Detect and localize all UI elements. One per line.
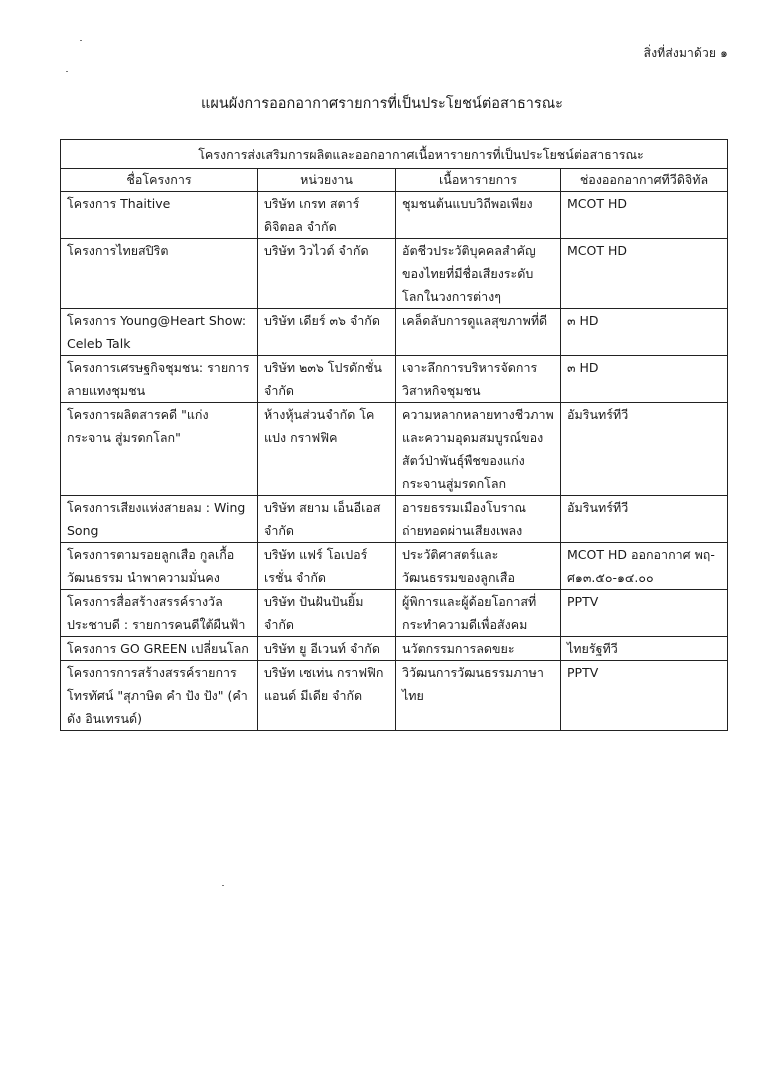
channel-cell <box>561 309 728 356</box>
content-text: ชุมชนต้นแบบวิถีพอเพียง <box>402 196 533 211</box>
content-text: เคล็ดลับการดูแลสุขภาพที่ดี <box>402 313 548 328</box>
column-header-channel: ช่องออกอากาศทีวีดิจิทัล <box>561 169 728 192</box>
agency-cell <box>258 590 396 637</box>
agency-text: บริษัท วิวไวด์ จำกัด <box>264 243 369 258</box>
project-name-cell <box>61 543 258 590</box>
content-cell <box>396 543 561 590</box>
content-text: นวัตกรรมการลดขยะ <box>402 641 515 656</box>
content-text: วิวัฒนการวัฒนธรรมภาษาไทย <box>402 665 544 703</box>
channel-text: PPTV <box>567 594 599 609</box>
channel-cell <box>561 403 728 496</box>
broadcast-plan-table <box>60 139 728 731</box>
project-name-cell <box>61 356 258 403</box>
agency-cell <box>258 403 396 496</box>
table-row <box>61 496 728 543</box>
content-cell <box>396 496 561 543</box>
agency-text: บริษัท สยาม เอ็นอีเอส จำกัด <box>264 500 381 538</box>
content-cell <box>396 403 561 496</box>
content-cell <box>396 239 561 309</box>
table-row <box>61 356 728 403</box>
agency-text: บริษัท ยู อีเวนท์ จำกัด <box>264 641 380 656</box>
project-name-text: โครงการ Thaitive <box>67 196 171 211</box>
channel-text: MCOT HD <box>567 196 627 211</box>
agency-text: ห้างหุ้นส่วนจำกัด โคแปง กราฟฟิค <box>264 407 375 445</box>
project-name-text: โครงการการสร้างสรรค์รายการโทรทัศน์ "สุภาษิต คำ ปัง ปัง" (คำดัง อินเทรนด์) <box>67 665 248 726</box>
table-row <box>61 309 728 356</box>
channel-cell <box>561 356 728 403</box>
project-name-cell <box>61 661 258 731</box>
channel-text: ๓ HD <box>567 313 599 328</box>
table-row <box>61 590 728 637</box>
content-text: อารยธรรมเมืองโบราณถ่ายทอดผ่านเสียงเพลง <box>402 500 526 538</box>
agency-cell <box>258 239 396 309</box>
agency-cell <box>258 661 396 731</box>
agency-text: บริษัท เกรท สตาร์ ดิจิตอล จำกัด <box>264 196 360 234</box>
channel-text: ไทยรัฐทีวี <box>567 641 618 656</box>
table-row <box>61 661 728 731</box>
project-name-cell <box>61 590 258 637</box>
scan-speck <box>80 40 82 41</box>
project-name-cell <box>61 496 258 543</box>
channel-text: อัมรินทร์ทีวี <box>567 407 629 422</box>
project-name-text: โครงการตามรอยลูกเสือ กูลเกื้อวัฒนธรรม นำพาความมั่นคง <box>67 547 235 585</box>
agency-cell <box>258 356 396 403</box>
table-body <box>61 192 728 731</box>
content-text: เจาะลึกการบริหารจัดการวิสาหกิจชุมชน <box>402 360 538 398</box>
content-text: ความหลากหลายทางชีวภาพและความอุดมสมบูรณ์ของสัตว์ป่าพันธุ์พืชของแก่งกระจานสู่มรดกโลก <box>402 407 554 491</box>
table-row <box>61 403 728 496</box>
agency-cell <box>258 543 396 590</box>
project-name-text: โครงการเสียงแห่งสายลม : Wing Song <box>67 500 246 538</box>
table-row <box>61 543 728 590</box>
attachment-note: สิ่งที่ส่งมาด้วย ๑ <box>643 46 728 60</box>
channel-cell <box>561 496 728 543</box>
project-name-cell <box>61 403 258 496</box>
project-name-text: โครงการผลิตสารคดี "แก่งกระจาน สู่มรดกโลก" <box>67 407 209 445</box>
channel-cell <box>561 590 728 637</box>
project-name-text: โครงการ GO GREEN เปลี่ยนโลก <box>67 641 249 656</box>
content-cell <box>396 590 561 637</box>
page-title: แผนผังการออกอากาศรายการที่เป็นประโยชน์ต่อสาธารณะ <box>201 96 563 112</box>
scan-speck <box>66 71 68 72</box>
content-text: อัตชีวประวัติบุคคลสำคัญของไทยที่มีชื่อเสียงระดับโลกในวงการต่างๆ <box>402 243 536 304</box>
agency-text: บริษัท เซเท่น กราฟฟิก แอนด์ มีเดีย จำกัด <box>264 665 384 703</box>
project-name-cell <box>61 192 258 239</box>
agency-text: บริษัท ปันฝันปันยิ้ม จำกัด <box>264 594 364 632</box>
project-name-cell <box>61 239 258 309</box>
channel-cell <box>561 543 728 590</box>
project-name-cell <box>61 309 258 356</box>
channel-cell <box>561 192 728 239</box>
agency-text: บริษัท ๒๓๖ โปรดักชั่น จำกัด <box>264 360 382 398</box>
agency-cell <box>258 496 396 543</box>
column-header-content: เนื้อหารายการ <box>396 169 561 192</box>
channel-text: ๓ HD <box>567 360 599 375</box>
content-cell <box>396 637 561 661</box>
table-banner: โครงการส่งเสริมการผลิตและออกอากาศเนื้อหารายการที่เป็นประโยชน์ต่อสาธารณะ <box>61 140 728 169</box>
scan-speck <box>222 885 224 886</box>
agency-text: บริษัท แฟร์ โอเปอร์เรชั่น จำกัด <box>264 547 368 585</box>
project-name-text: โครงการ Young@Heart Show: Celeb Talk <box>67 313 247 351</box>
project-name-text: โครงการสื่อสร้างสรรค์รางวัลประชาบดี : รายการคนดีใต้ผืนฟ้า <box>67 594 246 632</box>
channel-text: MCOT HD ออกอากาศ พฤ-ศ๑๓.๕๐-๑๔.๐๐ <box>567 547 715 585</box>
agency-cell <box>258 637 396 661</box>
agency-cell <box>258 309 396 356</box>
channel-text: PPTV <box>567 665 599 680</box>
project-name-text: โครงการเศรษฐกิจชุมชน: รายการลายแทงชุมชน <box>67 360 250 398</box>
channel-text: MCOT HD <box>567 243 627 258</box>
table-row <box>61 239 728 309</box>
channel-text: อัมรินทร์ทีวี <box>567 500 629 515</box>
table-row <box>61 192 728 239</box>
content-cell <box>396 661 561 731</box>
agency-cell <box>258 192 396 239</box>
column-header-project: ชื่อโครงการ <box>61 169 258 192</box>
project-name-cell <box>61 637 258 661</box>
channel-cell <box>561 239 728 309</box>
column-header-agency: หน่วยงาน <box>258 169 396 192</box>
content-text: ประวัติศาสตร์และวัฒนธรรมของลูกเสือ <box>402 547 515 585</box>
table-row <box>61 637 728 661</box>
channel-cell <box>561 661 728 731</box>
content-cell <box>396 192 561 239</box>
agency-text: บริษัท เดียร์ ๓๖ จำกัด <box>264 313 380 328</box>
channel-cell <box>561 637 728 661</box>
content-text: ผู้พิการและผู้ด้อยโอกาสที่กระทำความดีเพื่อสังคม <box>402 594 537 632</box>
content-cell <box>396 356 561 403</box>
content-cell <box>396 309 561 356</box>
project-name-text: โครงการไทยสปิริต <box>67 243 169 258</box>
